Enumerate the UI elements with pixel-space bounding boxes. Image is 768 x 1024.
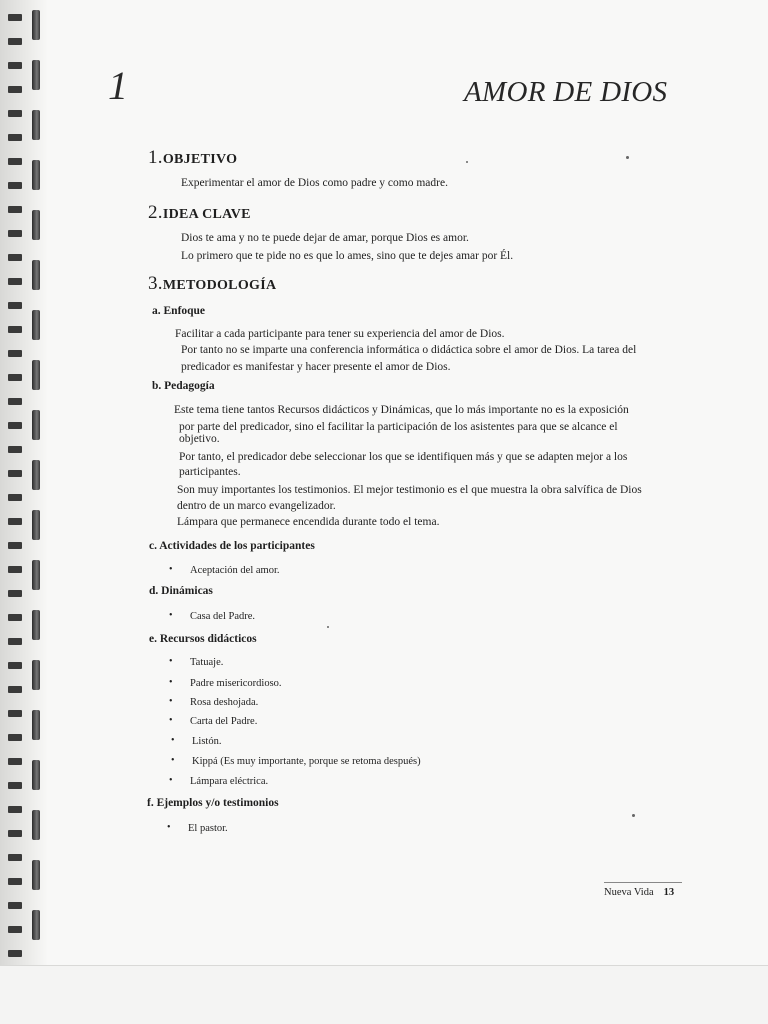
binding-hole [8,494,22,501]
binding-loop [32,710,40,740]
binding-loop [32,260,40,290]
pedagogia-line: dentro de un marco evangelizador. [177,500,336,512]
binding-hole [8,62,22,69]
binding-hole [8,902,22,909]
bullet-icon: • [169,564,173,575]
spiral-binding [0,0,48,965]
list-item-text: Rosa deshojada. [190,697,259,708]
pedagogia-line: Son muy importantes los testimonios. El mejor testimonio es el que muestra la obra salvífica de Dios [177,484,642,496]
binding-hole [8,758,22,765]
list-item-text: Listón. [192,736,222,747]
binding-hole [8,302,22,309]
objetivo-text: Experimentar el amor de Dios como padre y como madre. [181,177,448,189]
list-item-text: Aceptación del amor. [190,565,280,576]
binding-loop [32,510,40,540]
chapter-number: 1 [108,63,128,108]
idea-line: Lo primero que te pide no es que lo ames, sino que te dejes amar por Él. [181,250,514,262]
binding-loop [32,410,40,440]
footer-text: Nueva Vida [604,887,654,898]
list-item-text: Lámpara eléctrica. [190,776,269,787]
binding-loop [32,610,40,640]
page-number: 13 [663,887,675,898]
binding-hole [8,86,22,93]
bullet-icon: • [171,755,175,766]
heading-text: OBJETIVO [162,152,238,167]
binding-hole [8,782,22,789]
binding-loop [32,560,40,590]
list-item [169,696,259,708]
pedagogia-line: objetivo. [179,433,220,445]
sub-heading-enfoque: a. Enfoque [152,305,206,317]
heading-text: IDEA CLAVE [162,207,251,222]
heading-objetivo [148,147,237,169]
binding-loop [32,810,40,840]
binding-hole [8,182,22,189]
bullet-icon: • [167,822,171,833]
binding-loop [32,910,40,940]
idea-line: Dios te ama y no te puede dejar de amar, porque Dios es amor. [181,232,469,244]
binding-loop [32,310,40,340]
list-item-text: Casa del Padre. [190,611,256,622]
binding-hole [8,254,22,261]
binding-hole [8,350,22,357]
sub-heading-dinamicas: d. Dinámicas [149,585,213,597]
binding-hole [8,566,22,573]
binding-loop [32,210,40,240]
pedagogia-line: Lámpara que permanece encendida durante todo el tema. [177,516,440,528]
sub-heading-ejemplos: f. Ejemplos y/o testimonios [147,797,279,809]
binding-hole [8,614,22,621]
heading-number: 1. [148,147,163,168]
binding-hole [8,830,22,837]
binding-hole [8,854,22,861]
binding-hole [8,14,22,21]
binding-hole [8,710,22,717]
list-item [169,677,282,689]
binding-loop [32,360,40,390]
list-item [169,610,256,622]
binding-hole [8,590,22,597]
list-item [167,822,228,834]
binding-hole [8,278,22,285]
binding-hole [8,230,22,237]
chapter-title: AMOR DE DIOS [464,76,668,108]
binding-hole [8,134,22,141]
enfoque-line: Facilitar a cada participante para tener su experiencia del amor de Dios. [175,328,505,340]
binding-hole [8,206,22,213]
binding-hole [8,398,22,405]
footer-rule [604,882,682,883]
sub-heading-actividades: c. Actividades de los participantes [149,540,315,552]
bullet-icon: • [169,610,173,621]
list-item-text: Padre misericordioso. [190,678,282,689]
binding-loop [32,160,40,190]
binding-hole [8,542,22,549]
heading-number: 2. [148,202,163,223]
pedagogia-line: Por tanto, el predicador debe seleccionar los que se identifiquen más y que se adapten mejor a los [179,451,628,463]
list-item [169,564,280,576]
binding-hole [8,38,22,45]
sub-heading-recursos: e. Recursos didácticos [149,633,257,645]
scan-speck [327,626,329,628]
binding-hole [8,950,22,957]
scan-speck [626,156,629,159]
binding-loop [32,460,40,490]
pedagogia-line: participantes. [179,466,241,478]
list-item-text: Tatuaje. [190,657,224,668]
list-item [169,775,269,787]
binding-hole [8,158,22,165]
binding-hole [8,638,22,645]
sub-heading-pedagogia: b. Pedagogía [152,380,215,392]
list-item [171,755,421,767]
heading-text: METODOLOGÍA [162,278,277,293]
list-item-text: Kippá (Es muy importante, porque se retoma después) [192,756,421,767]
scan-speck [632,814,635,817]
binding-loop [32,860,40,890]
bullet-icon: • [169,715,173,726]
enfoque-line: Por tanto no se imparte una conferencia informática o didáctica sobre el amor de Dios. La tarea del [181,344,637,356]
binding-hole [8,926,22,933]
enfoque-line: predicador es manifestar y hacer presente el amor de Dios. [181,361,451,373]
binding-loop [32,660,40,690]
binding-hole [8,326,22,333]
pedagogia-line: Este tema tiene tantos Recursos didácticos y Dinámicas, que lo más importante no es la exposición [174,404,629,416]
page-footer [604,887,674,898]
list-item-text: Carta del Padre. [190,716,258,727]
binding-hole [8,110,22,117]
list-item-text: El pastor. [188,823,228,834]
bullet-icon: • [169,696,173,707]
binding-hole [8,686,22,693]
binding-loop [32,110,40,140]
binding-hole [8,806,22,813]
binding-hole [8,422,22,429]
bullet-icon: • [169,775,173,786]
binding-hole [8,518,22,525]
scan-speck [466,161,468,163]
heading-metodologia [148,273,276,295]
heading-idea-clave [148,202,251,224]
binding-loop [32,760,40,790]
binding-loop [32,60,40,90]
list-item [169,656,224,668]
bullet-icon: • [169,656,173,667]
binding-loop [32,10,40,40]
binding-hole [8,374,22,381]
bullet-icon: • [169,677,173,688]
bullet-icon: • [171,735,175,746]
pedagogia-line: por parte del predicador, sino el facilitar la participación de los asistentes para que se alcance el [179,421,618,433]
heading-number: 3. [148,273,163,294]
binding-hole [8,470,22,477]
binding-hole [8,662,22,669]
list-item [171,735,222,747]
binding-hole [8,734,22,741]
list-item [169,715,258,727]
binding-hole [8,446,22,453]
binding-hole [8,878,22,885]
